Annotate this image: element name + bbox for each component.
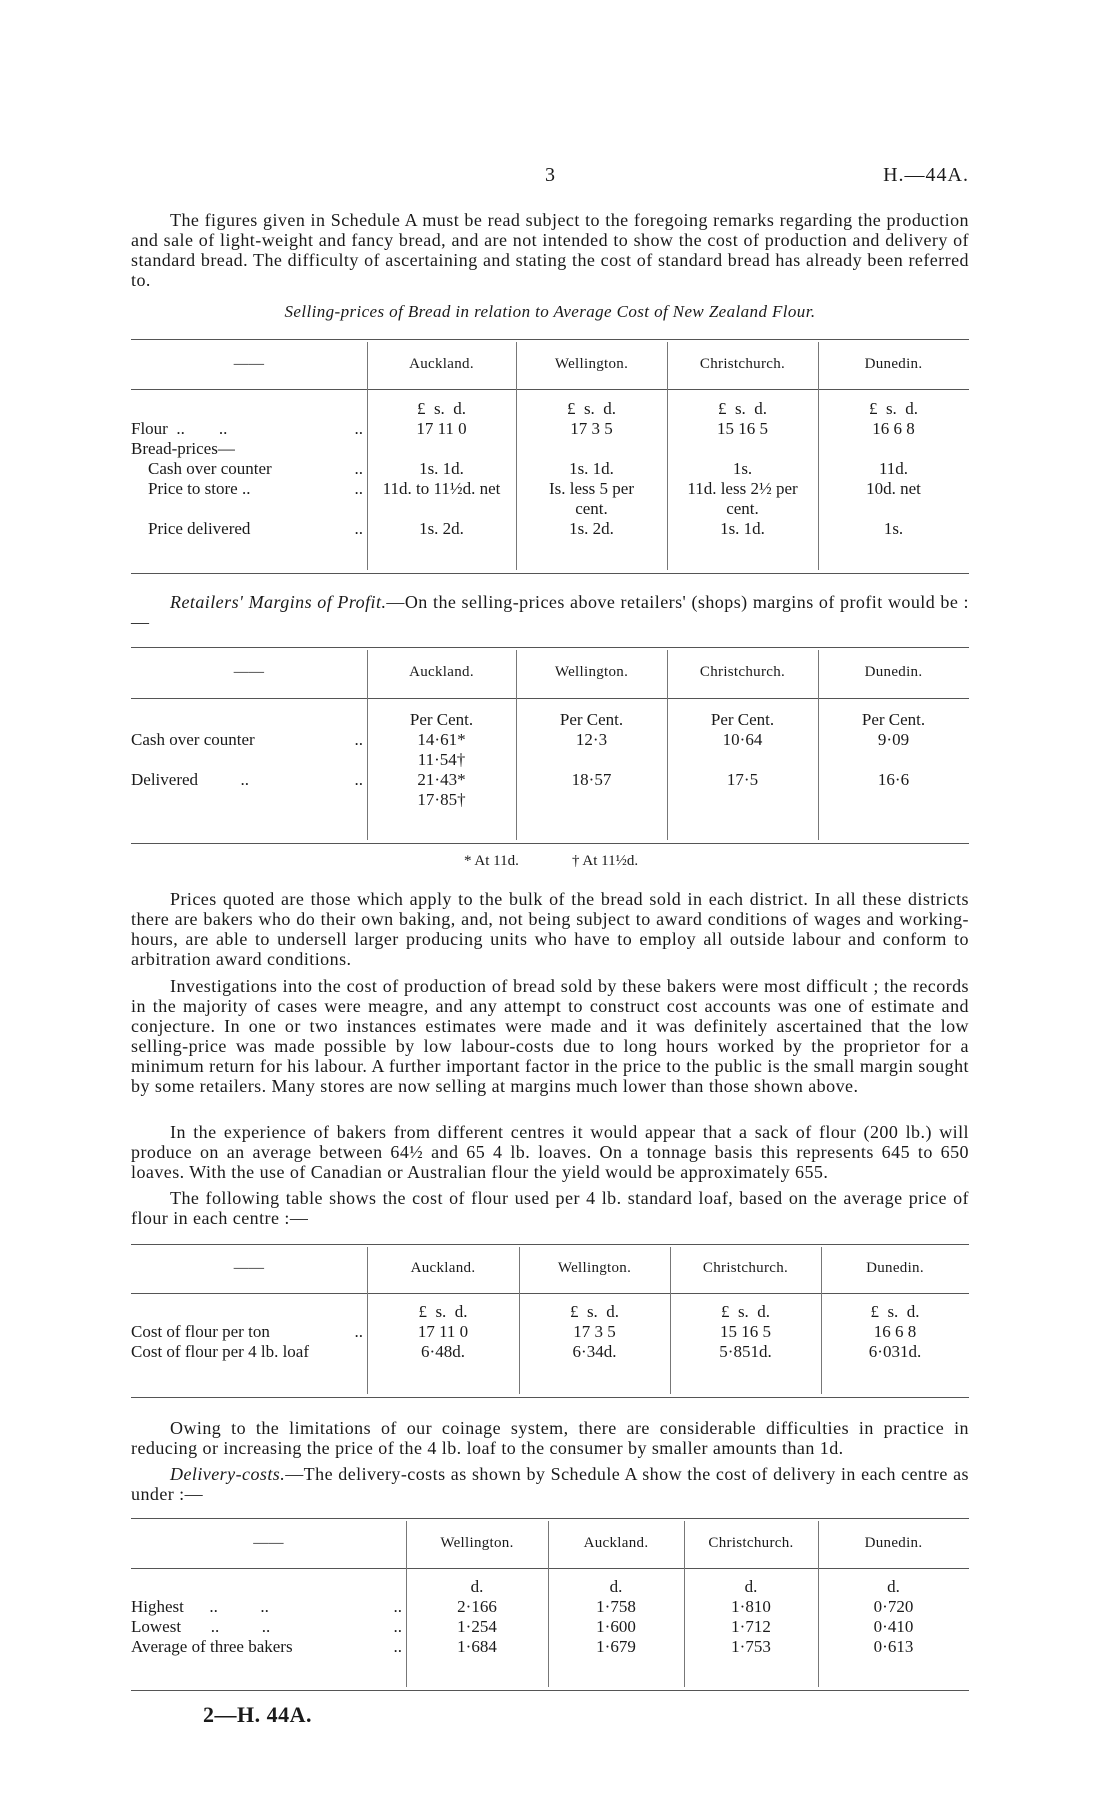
table-cell: 11d. xyxy=(878,459,909,478)
table-cell: £ s. d. xyxy=(720,1302,771,1321)
table-cell: 16 6 8 xyxy=(872,419,915,438)
retailers-margins-text: —On the selling-prices above retailers' (shops) margins of profit would be :— xyxy=(131,592,969,632)
table-cell: d. xyxy=(744,1577,758,1596)
table-row xyxy=(131,730,969,770)
row-label-text: Lowest .. .. xyxy=(131,1617,271,1636)
row-label xyxy=(131,459,367,479)
row-label-text: Price delivered xyxy=(131,519,251,538)
table-cell: 5·851d. xyxy=(719,1342,772,1361)
row-label xyxy=(131,1637,406,1657)
table-cell: 17 3 5 xyxy=(570,419,613,438)
table-rule xyxy=(131,573,969,574)
paragraph-investigations: Investigations into the cost of production of bread sold by these bakers were most difficult ; the records in the majority of cases were meagre, and any attempt to construct cost accounts was one of estimate and conjecture. In one or two instances estimates were made and it was definitely ascertained that the low selling-price was made possible by low labour-costs due to long hours worked by the proprietor for a minimum return for his labour. A further important factor in the price to the public is the small margin sought by some retailers. Many stores are now selling at margins much lower than those shown above. xyxy=(131,976,969,1096)
table-cell: 15 16 5 xyxy=(720,1322,771,1341)
table-cell: 17·5 xyxy=(726,770,759,789)
column-header: Dunedin. xyxy=(864,1534,923,1551)
table-cell: £ s. d. xyxy=(870,1302,920,1321)
row-label-text: Cost of flour per ton xyxy=(131,1322,270,1341)
row-label-text: Price to store .. xyxy=(131,479,251,498)
table-rule xyxy=(131,389,969,390)
row-label-text: Cost of flour per 4 lb. loaf xyxy=(131,1342,309,1361)
retailers-margins-table xyxy=(131,647,969,843)
leader-dots: .. xyxy=(354,519,363,538)
delivery-costs-text: —The delivery-costs as shown by Schedule A show the cost of delivery in each centre as under :— xyxy=(131,1464,969,1504)
table-cell: Is. less 5 per cent. xyxy=(549,479,634,518)
table-row xyxy=(131,459,969,479)
table-row xyxy=(131,419,969,439)
table-body xyxy=(131,1577,969,1657)
delivery-costs-heading: Delivery-costs. xyxy=(170,1464,286,1484)
table-cell: £ s. d. xyxy=(418,1302,468,1321)
table-cell: 14·61* 11·54† xyxy=(417,730,466,769)
table-rule xyxy=(131,698,969,699)
row-label-text: Cash over counter xyxy=(131,730,255,749)
table-body xyxy=(131,1302,969,1362)
table-rule xyxy=(131,1568,969,1569)
column-header: Dunedin. xyxy=(866,1260,924,1276)
row-label xyxy=(131,1302,367,1322)
column-header: Christchurch. xyxy=(699,664,786,680)
table-cell: d. xyxy=(609,1577,623,1596)
table-cell: 6·34d. xyxy=(572,1342,617,1361)
retailers-margins-heading: Retailers' Margins of Profit. xyxy=(170,592,387,612)
leader-dots: .. xyxy=(393,1617,402,1636)
table-cell: £ s. d. xyxy=(416,399,467,418)
table-row xyxy=(131,519,969,539)
table-cell: Per Cent. xyxy=(710,710,775,729)
table-cell xyxy=(667,439,818,459)
table-cell: £ s. d. xyxy=(566,399,617,418)
row-label xyxy=(131,730,367,770)
table-row xyxy=(131,1637,969,1657)
table-cell: 1·684 xyxy=(457,1637,497,1656)
table-cell: 1s. 2d. xyxy=(569,519,614,538)
table-cell: 0·613 xyxy=(873,1637,914,1656)
table-row xyxy=(131,479,969,519)
flour-cost-table xyxy=(131,1244,969,1397)
leader-dots: .. xyxy=(354,419,363,438)
leader-dots: .. xyxy=(393,1597,402,1616)
table-cell: 15 16 5 xyxy=(717,419,768,438)
paragraph-retailers-margins xyxy=(131,592,969,632)
paragraph-experience: In the experience of bakers from different centres it would appear that a sack of flour (200 lb.) will produce on an average between 64½ and 65 4 lb. loaves. On a tonnage basis this represents 645 to 650 loaves. With the use of Canadian or Australian flour the yield would be approximately 655. xyxy=(131,1122,969,1182)
table-cell: £ s. d. xyxy=(868,399,919,418)
table-cell: 18·57 xyxy=(571,770,612,789)
table-cell: d. xyxy=(470,1577,484,1596)
leader-dots: .. xyxy=(393,1637,402,1656)
paragraph-schedule-a: The figures given in Schedule A must be read subject to the foregoing remarks regarding the production and sale of light-weight and fancy bread, and are not intended to show the cost of production and delivery of standard bread. The difficulty of ascertaining and stating the cost of standard bread has already been referred to. xyxy=(131,210,969,290)
table-row xyxy=(131,1617,969,1637)
page-footer-signature: 2—H. 44A. xyxy=(203,1702,312,1727)
row-label-text: Flour .. .. xyxy=(131,419,228,438)
header-blank: —— xyxy=(233,355,265,372)
table-cell: 9·09 xyxy=(877,730,910,749)
column-header: Christchurch. xyxy=(699,355,786,372)
table-cell: 1s. xyxy=(732,459,753,478)
table-rule xyxy=(131,1397,969,1398)
header-blank: —— xyxy=(253,1534,284,1551)
table-cell: 11d. to 11½d. net xyxy=(382,479,501,498)
leader-dots: .. xyxy=(354,1322,363,1341)
column-header: Wellington. xyxy=(554,355,629,372)
table-cell: 2·166 xyxy=(457,1597,497,1616)
column-header: Christchurch. xyxy=(702,1260,789,1276)
table-rule xyxy=(131,843,969,844)
table-row xyxy=(131,399,969,419)
table-row xyxy=(131,1322,969,1342)
table-cell: 1·679 xyxy=(596,1637,636,1656)
column-header: Auckland. xyxy=(409,664,474,680)
column-header: Dunedin. xyxy=(864,664,923,680)
table-row xyxy=(131,439,969,459)
paragraph-delivery-costs xyxy=(131,1464,969,1504)
paragraph-following-table: The following table shows the cost of flour used per 4 lb. standard loaf, based on the average price of flour in each centre :— xyxy=(131,1188,969,1228)
row-label xyxy=(131,1342,367,1362)
footnote-dagger: † At 11½d. xyxy=(572,853,639,869)
table-cell xyxy=(367,439,516,459)
table-header-row xyxy=(131,1244,969,1293)
header-blank: —— xyxy=(233,1260,265,1276)
column-header: Wellington. xyxy=(440,1534,514,1551)
table-cell: 1·758 xyxy=(596,1597,636,1616)
table-cell: 1s. 2d. xyxy=(419,519,464,538)
table-cell: Per Cent. xyxy=(861,710,926,729)
row-label-text: Bread-prices— xyxy=(131,439,235,458)
selling-prices-table xyxy=(131,339,969,573)
table-header-row xyxy=(131,339,969,389)
table-cell: 1s. 1d. xyxy=(569,459,614,478)
table-cell: 0·720 xyxy=(873,1597,914,1616)
table-cell xyxy=(516,439,667,459)
column-header: Auckland. xyxy=(409,355,474,372)
table-cell: 1s. 1d. xyxy=(720,519,765,538)
row-label xyxy=(131,399,367,419)
row-label-text: Delivered .. xyxy=(131,770,250,789)
table-cell: d. xyxy=(887,1577,900,1596)
table-row xyxy=(131,1597,969,1617)
table-cell: 16 6 8 xyxy=(873,1322,917,1341)
table-cell: 1s. xyxy=(883,519,904,538)
row-label xyxy=(131,419,367,439)
row-label xyxy=(131,1322,367,1342)
table-cell: 6·031d. xyxy=(868,1342,922,1361)
row-label xyxy=(131,770,367,810)
table-cell: 21·43* 17·85† xyxy=(417,770,466,809)
row-label-text: Cash over counter xyxy=(131,459,272,478)
table-cell: 1·753 xyxy=(731,1637,771,1656)
table-row xyxy=(131,1342,969,1362)
row-label xyxy=(131,439,367,459)
table-cell: 6·48d. xyxy=(421,1342,465,1361)
column-header: Auckland. xyxy=(410,1260,476,1276)
table-cell: 12·3 xyxy=(575,730,608,749)
column-header: Dunedin. xyxy=(864,355,923,372)
table-rule xyxy=(131,1690,969,1691)
table-row xyxy=(131,710,969,730)
paragraph-coinage: Owing to the limitations of our coinage system, there are considerable difficulties in practice in reducing or increasing the price of the 4 lb. loaf to the consumer by smaller amounts than 1d. xyxy=(131,1418,969,1458)
table-cell: Per Cent. xyxy=(409,710,474,729)
table-cell: 10d. net xyxy=(866,479,921,498)
row-label xyxy=(131,1597,406,1617)
table-cell: 16·6 xyxy=(877,770,910,789)
row-label xyxy=(131,1577,406,1597)
leader-dots: .. xyxy=(354,730,363,749)
delivery-costs-table xyxy=(131,1518,969,1690)
table-cell: 10·64 xyxy=(722,730,763,749)
leader-dots: .. xyxy=(354,459,363,478)
table-body xyxy=(131,710,969,810)
table-cell: 17 11 0 xyxy=(416,419,467,438)
column-header: Wellington. xyxy=(554,664,629,680)
table-cell xyxy=(818,439,969,459)
table-body xyxy=(131,399,969,539)
row-label xyxy=(131,519,367,539)
leader-dots: .. xyxy=(354,770,363,789)
table-header-row xyxy=(131,647,969,698)
column-header: Christchurch. xyxy=(708,1534,794,1551)
table-cell: £ s. d. xyxy=(569,1302,620,1321)
table-cell: 17 3 5 xyxy=(573,1322,616,1341)
table-header-row xyxy=(131,1518,969,1568)
row-label xyxy=(131,1617,406,1637)
table-cell: 17 11 0 xyxy=(417,1322,469,1341)
header-blank: —— xyxy=(233,664,265,680)
paragraph-prices-quoted: Prices quoted are those which apply to the bulk of the bread sold in each district. In all these districts there are bakers who do their own baking, and, not being subject to award conditions of wages and working-hours, are able to undersell larger producing units who have to employ all outside labour and conform to arbitration award conditions. xyxy=(131,889,969,969)
row-label-text: Highest .. .. xyxy=(131,1597,269,1616)
table-rule xyxy=(131,1293,969,1294)
table-row xyxy=(131,1302,969,1322)
table-cell: 11d. less 2½ per cent. xyxy=(687,479,798,518)
table-cell: £ s. d. xyxy=(717,399,768,418)
column-header: Wellington. xyxy=(557,1260,632,1276)
page-number: 3 xyxy=(545,164,555,186)
table-cell: 0·410 xyxy=(873,1617,914,1636)
footnote-star: * At 11d. xyxy=(464,853,519,869)
table-row xyxy=(131,1577,969,1597)
table-cell: 1·254 xyxy=(457,1617,497,1636)
column-header: Auckland. xyxy=(583,1534,649,1551)
table-row xyxy=(131,770,969,810)
row-label xyxy=(131,479,367,519)
table-cell: 1·810 xyxy=(731,1597,771,1616)
table-cell: 1·712 xyxy=(731,1617,771,1636)
table-cell: Per Cent. xyxy=(559,710,624,729)
table-cell: 1·600 xyxy=(596,1617,636,1636)
table-caption-selling-prices: Selling-prices of Bread in relation to Average Cost of New Zealand Flour. xyxy=(284,302,816,321)
leader-dots: .. xyxy=(354,479,363,498)
row-label xyxy=(131,710,367,730)
row-label-text: Average of three bakers xyxy=(131,1637,293,1656)
document-reference: H.—44A. xyxy=(883,164,969,186)
table-cell: 1s. 1d. xyxy=(419,459,464,478)
